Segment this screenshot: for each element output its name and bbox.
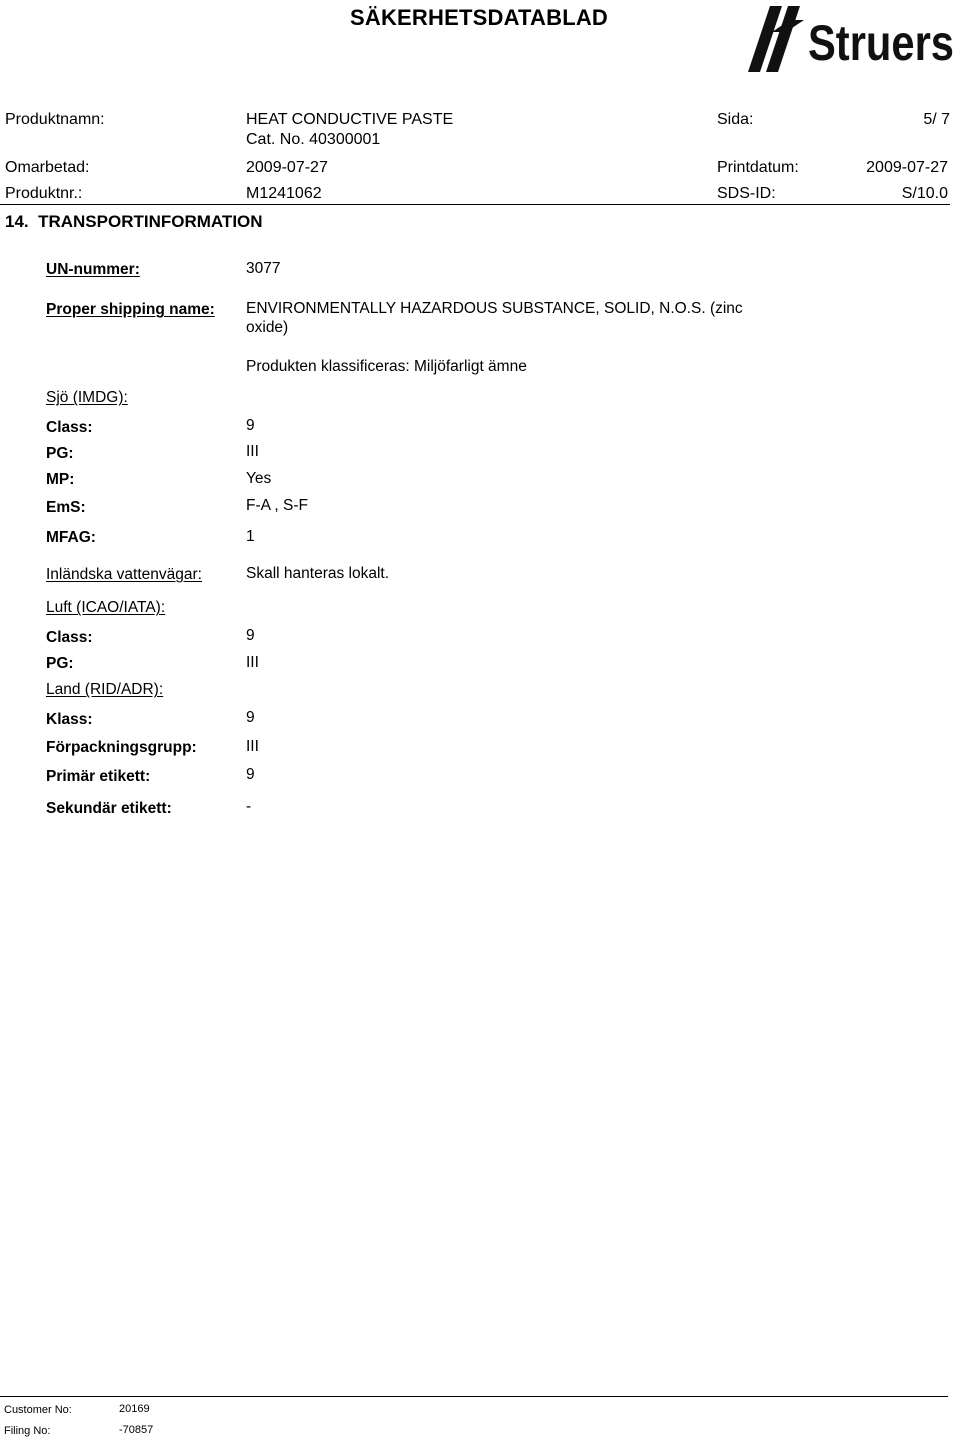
sea-class-value: 9	[246, 417, 255, 434]
page-label: Sida:	[717, 111, 754, 128]
product-no-label: Produktnr.:	[5, 185, 83, 202]
land-heading: Land (RID/ADR):	[46, 681, 164, 698]
revised-value: 2009-07-27	[246, 159, 328, 176]
land-klass-value: 9	[246, 709, 255, 726]
brand-name: Struers	[808, 15, 954, 71]
land-primary-label-label: Primär etikett:	[46, 768, 151, 785]
air-class-label: Class:	[46, 629, 93, 646]
cat-no-value: Cat. No. 40300001	[246, 131, 381, 148]
un-number-label: UN-nummer:	[46, 261, 140, 278]
air-heading: Luft (ICAO/IATA):	[46, 599, 166, 616]
land-packing-group-label: Förpackningsgrupp:	[46, 739, 197, 756]
land-primary-label-value: 9	[246, 766, 255, 783]
product-name-value: HEAT CONDUCTIVE PASTE	[246, 111, 454, 128]
filing-no-value: -70857	[119, 1424, 154, 1436]
land-packing-group-value: III	[246, 738, 259, 755]
print-date-label: Printdatum:	[717, 159, 799, 176]
classification-note: Produkten klassificeras: Miljöfarligt ämne	[246, 358, 527, 375]
sea-mp-label: MP:	[46, 471, 75, 488]
shipping-name-label: Proper shipping name:	[46, 301, 215, 318]
sea-pg-value: III	[246, 443, 259, 460]
customer-no-label: Customer No:	[4, 1404, 72, 1416]
land-secondary-label-value: -	[246, 798, 252, 815]
air-pg-value: III	[246, 654, 259, 671]
inland-waterways-value: Skall hanteras lokalt.	[246, 565, 390, 582]
revised-label: Omarbetad:	[5, 159, 90, 176]
sea-mfag-value: 1	[246, 528, 255, 545]
filing-no-label: Filing No:	[4, 1425, 51, 1437]
section-title: TRANSPORTINFORMATION	[38, 212, 263, 231]
section-heading	[5, 212, 263, 232]
air-class-value: 9	[246, 627, 255, 644]
inland-waterways-label: Inländska vattenvägar:	[46, 566, 202, 583]
shipping-name-line2: oxide)	[246, 319, 289, 336]
product-no-value: M1241062	[246, 185, 322, 202]
un-number-value: 3077	[246, 260, 281, 277]
land-secondary-label-label: Sekundär etikett:	[46, 800, 172, 817]
sea-heading: Sjö (IMDG):	[46, 389, 128, 406]
sds-id-label: SDS-ID:	[717, 185, 776, 202]
sds-id-value: S/10.0	[901, 185, 948, 202]
document-title: SÄKERHETSDATABLAD	[350, 5, 609, 30]
print-date-value: 2009-07-27	[866, 159, 948, 176]
sea-mfag-label: MFAG:	[46, 529, 96, 546]
sea-class-label: Class:	[46, 419, 93, 436]
struers-logo	[742, 2, 956, 74]
sea-pg-label: PG:	[46, 445, 74, 462]
sea-ems-value: F-A , S-F	[246, 497, 308, 514]
header-divider	[0, 204, 950, 205]
land-klass-label: Klass:	[46, 711, 93, 728]
struers-slash-logo-icon	[742, 2, 956, 74]
sea-mp-value: Yes	[246, 470, 272, 487]
section-number: 14.	[5, 212, 29, 231]
product-name-label: Produktnamn:	[5, 111, 105, 128]
air-pg-label: PG:	[46, 655, 74, 672]
sea-ems-label: EmS:	[46, 499, 86, 516]
page-value: 5/ 7	[923, 111, 950, 128]
shipping-name-line1: ENVIRONMENTALLY HAZARDOUS SUBSTANCE, SOLID, N.O.S. (zinc	[246, 300, 743, 317]
customer-no-value: 20169	[119, 1403, 150, 1415]
footer-divider	[0, 1396, 948, 1397]
